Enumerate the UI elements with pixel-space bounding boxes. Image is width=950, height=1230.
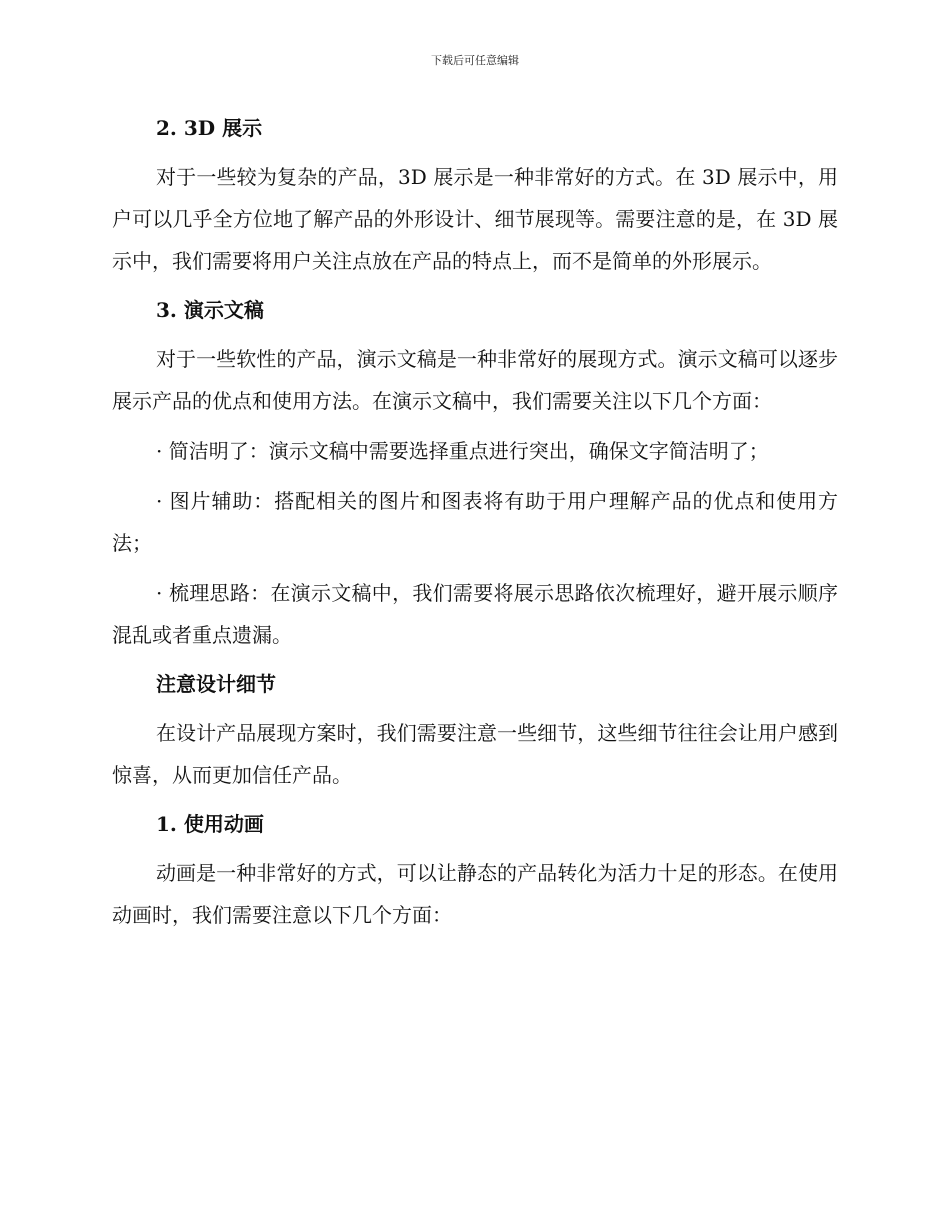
list-item-concise: · 简洁明了：演示文稿中需要选择重点进行突出，确保文字简洁明了； [156,439,769,463]
page-header: 下载后可任意编辑 [431,54,519,67]
section-heading-3d-display: 2. 3D 展示 [156,116,263,140]
list-item-image-aid: · 图片辅助：搭配相关的图片和图表将有助于用户理解产品的优点和使用方法； [112,489,838,555]
paragraph-animation: 动画是一种非常好的方式，可以让静态的产品转化为活力十足的形态。在使用动画时，我们需要注意以下几个方面： [112,861,838,927]
section-heading-animation: 1. 使用动画 [156,812,264,836]
section-heading-design-details: 注意设计细节 [156,672,276,696]
paragraph-design-details: 在设计产品展现方案时，我们需要注意一些细节，这些细节往往会让用户感到惊喜，从而更加信任产品。 [112,721,838,787]
section-heading-presentation: 3. 演示文稿 [156,298,264,322]
paragraph-3d-display: 对于一些较为复杂的产品，3D 展示是一种非常好的方式。在 3D 展示中，用户可以几乎全方位地了解产品的外形设计、细节展现等。需要注意的是，在 3D 展示中，我们需要将用户关注点放在产品的特点上，而不是简单的外形展示。 [112,165,838,273]
list-item-organize-ideas: · 梳理思路：在演示文稿中，我们需要将展示思路依次梳理好，避开展示顺序混乱或者重点遗漏。 [112,581,838,647]
paragraph-presentation: 对于一些软性的产品，演示文稿是一种非常好的展现方式。演示文稿可以逐步展示产品的优点和使用方法。在演示文稿中，我们需要关注以下几个方面： [112,347,838,413]
document-body [112,108,838,944]
